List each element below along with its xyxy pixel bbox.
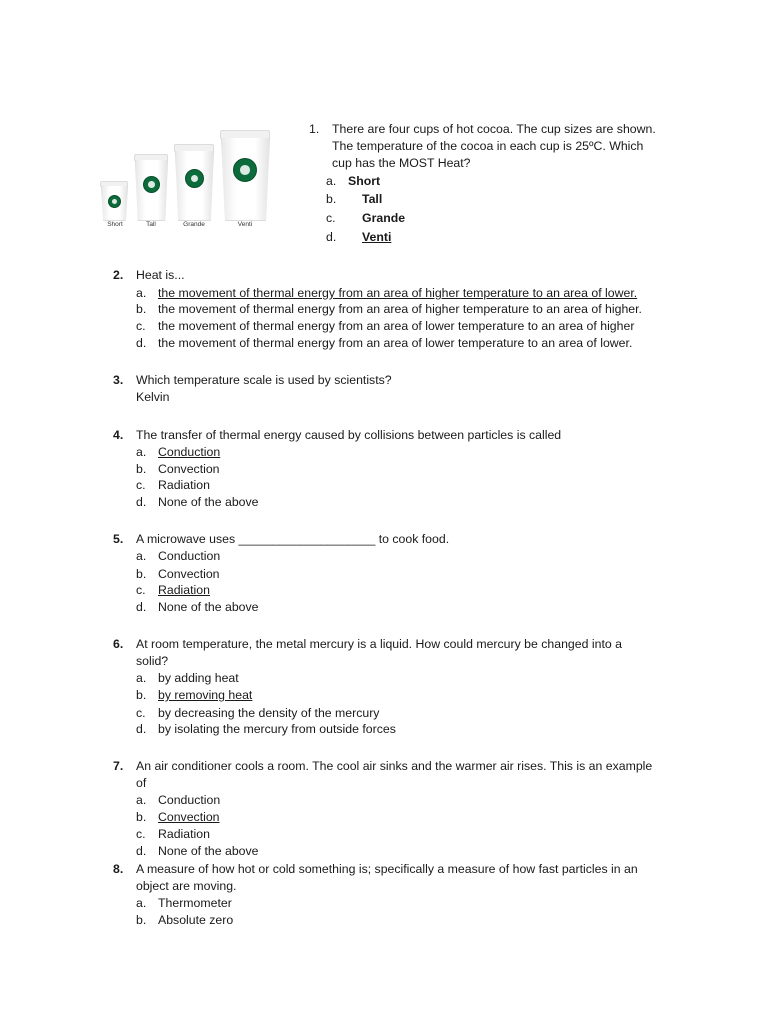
option-letter: b. bbox=[136, 567, 147, 581]
question-number: 5. bbox=[113, 532, 124, 546]
question-text: The transfer of thermal energy caused by collisions between particles is called bbox=[136, 428, 562, 442]
question-number: 8. bbox=[113, 862, 124, 876]
cup-label-tall: Tall bbox=[146, 221, 156, 228]
option-a: Conduction bbox=[158, 549, 221, 563]
cup-sizes-image bbox=[96, 126, 276, 232]
option-a: Thermometer bbox=[158, 896, 232, 910]
option-letter: d. bbox=[326, 230, 337, 244]
option-letter: d. bbox=[136, 722, 147, 736]
option-letter: d. bbox=[136, 495, 147, 509]
option-b-answer: by removing heat bbox=[158, 688, 253, 702]
option-c: by decreasing the density of the mercury bbox=[158, 706, 380, 720]
question-text: Heat is... bbox=[136, 268, 185, 282]
option-b-answer: Convection bbox=[158, 810, 220, 824]
option-venti-answer: Venti bbox=[362, 230, 392, 244]
option-letter: d. bbox=[136, 336, 147, 350]
option-c-answer: Radiation bbox=[158, 583, 210, 597]
option-letter: b. bbox=[136, 810, 147, 824]
option-letter: c. bbox=[136, 478, 146, 492]
question-number: 4. bbox=[113, 428, 124, 442]
question-text-line: The temperature of the cocoa in each cup is 25ºC. Which bbox=[332, 139, 644, 153]
grande-cup-icon bbox=[174, 144, 214, 221]
option-d: the movement of thermal energy from an area of lower temperature to an area of lower. bbox=[158, 336, 633, 350]
question-number: 3. bbox=[113, 373, 124, 387]
question-text-line: A measure of how hot or cold something is; specifically a measure of how fast particles in an bbox=[136, 862, 638, 876]
question-number: 1. bbox=[309, 122, 320, 136]
option-d: None of the above bbox=[158, 844, 259, 858]
option-b: Convection bbox=[158, 462, 220, 476]
question-text-line: cup has the MOST Heat? bbox=[332, 156, 471, 170]
question-text-line: solid? bbox=[136, 654, 169, 668]
option-letter: b. bbox=[136, 913, 147, 927]
question-text-line: An air conditioner cools a room. The cool air sinks and the warmer air rises. This is an example bbox=[136, 759, 653, 773]
option-d: None of the above bbox=[158, 600, 259, 614]
option-letter: c. bbox=[136, 827, 146, 841]
option-d: by isolating the mercury from outside forces bbox=[158, 722, 396, 736]
option-letter: c. bbox=[136, 583, 146, 597]
option-a: Conduction bbox=[158, 793, 221, 807]
option-letter: b. bbox=[326, 192, 337, 206]
venti-cup-icon bbox=[220, 130, 270, 221]
option-letter: a. bbox=[136, 671, 147, 685]
question-text-line: of bbox=[136, 776, 147, 790]
question-number: 6. bbox=[113, 637, 124, 651]
option-letter: a. bbox=[136, 286, 147, 300]
cup-label-grande: Grande bbox=[183, 221, 205, 228]
option-grande: Grande bbox=[362, 211, 406, 225]
option-letter: c. bbox=[136, 319, 146, 333]
question-text: Which temperature scale is used by scientists? bbox=[136, 373, 392, 387]
option-c: Radiation bbox=[158, 827, 210, 841]
option-letter: a. bbox=[136, 793, 147, 807]
short-cup-icon bbox=[100, 181, 128, 221]
option-tall: Tall bbox=[362, 192, 383, 206]
question-number: 2. bbox=[113, 268, 124, 282]
option-letter: a. bbox=[136, 445, 147, 459]
option-c: the movement of thermal energy from an area of lower temperature to an area of higher bbox=[158, 319, 635, 333]
option-b: Convection bbox=[158, 567, 220, 581]
option-letter: a. bbox=[326, 174, 337, 188]
cup-label-short: Short bbox=[107, 221, 123, 228]
option-d: None of the above bbox=[158, 495, 259, 509]
question-text-line: There are four cups of hot cocoa. The cup sizes are shown. bbox=[332, 122, 656, 136]
option-c: Radiation bbox=[158, 478, 210, 492]
option-letter: b. bbox=[136, 462, 147, 476]
option-a-answer: Conduction bbox=[158, 445, 221, 459]
option-letter: d. bbox=[136, 600, 147, 614]
question-text-line: object are moving. bbox=[136, 879, 237, 893]
question-number: 7. bbox=[113, 759, 124, 773]
option-b: Absolute zero bbox=[158, 913, 234, 927]
option-b: the movement of thermal energy from an area of higher temperature to an area of higher. bbox=[158, 302, 642, 316]
option-letter: c. bbox=[136, 706, 146, 720]
option-letter: a. bbox=[136, 896, 147, 910]
option-short: Short bbox=[348, 174, 381, 188]
option-a-answer: the movement of thermal energy from an area of higher temperature to an area of lower. bbox=[158, 286, 638, 300]
option-letter: d. bbox=[136, 844, 147, 858]
tall-cup-icon bbox=[134, 154, 168, 221]
question-text-line: At room temperature, the metal mercury is a liquid. How could mercury be changed into a bbox=[136, 637, 622, 651]
cup-label-venti: Venti bbox=[237, 221, 253, 228]
option-letter: c. bbox=[326, 211, 336, 225]
option-letter: a. bbox=[136, 549, 147, 563]
option-letter: b. bbox=[136, 688, 147, 702]
option-letter: b. bbox=[136, 302, 147, 316]
option-a: by adding heat bbox=[158, 671, 239, 685]
question-text: A microwave uses ____________________ to cook food. bbox=[136, 532, 450, 546]
answer-text: Kelvin bbox=[136, 390, 170, 404]
